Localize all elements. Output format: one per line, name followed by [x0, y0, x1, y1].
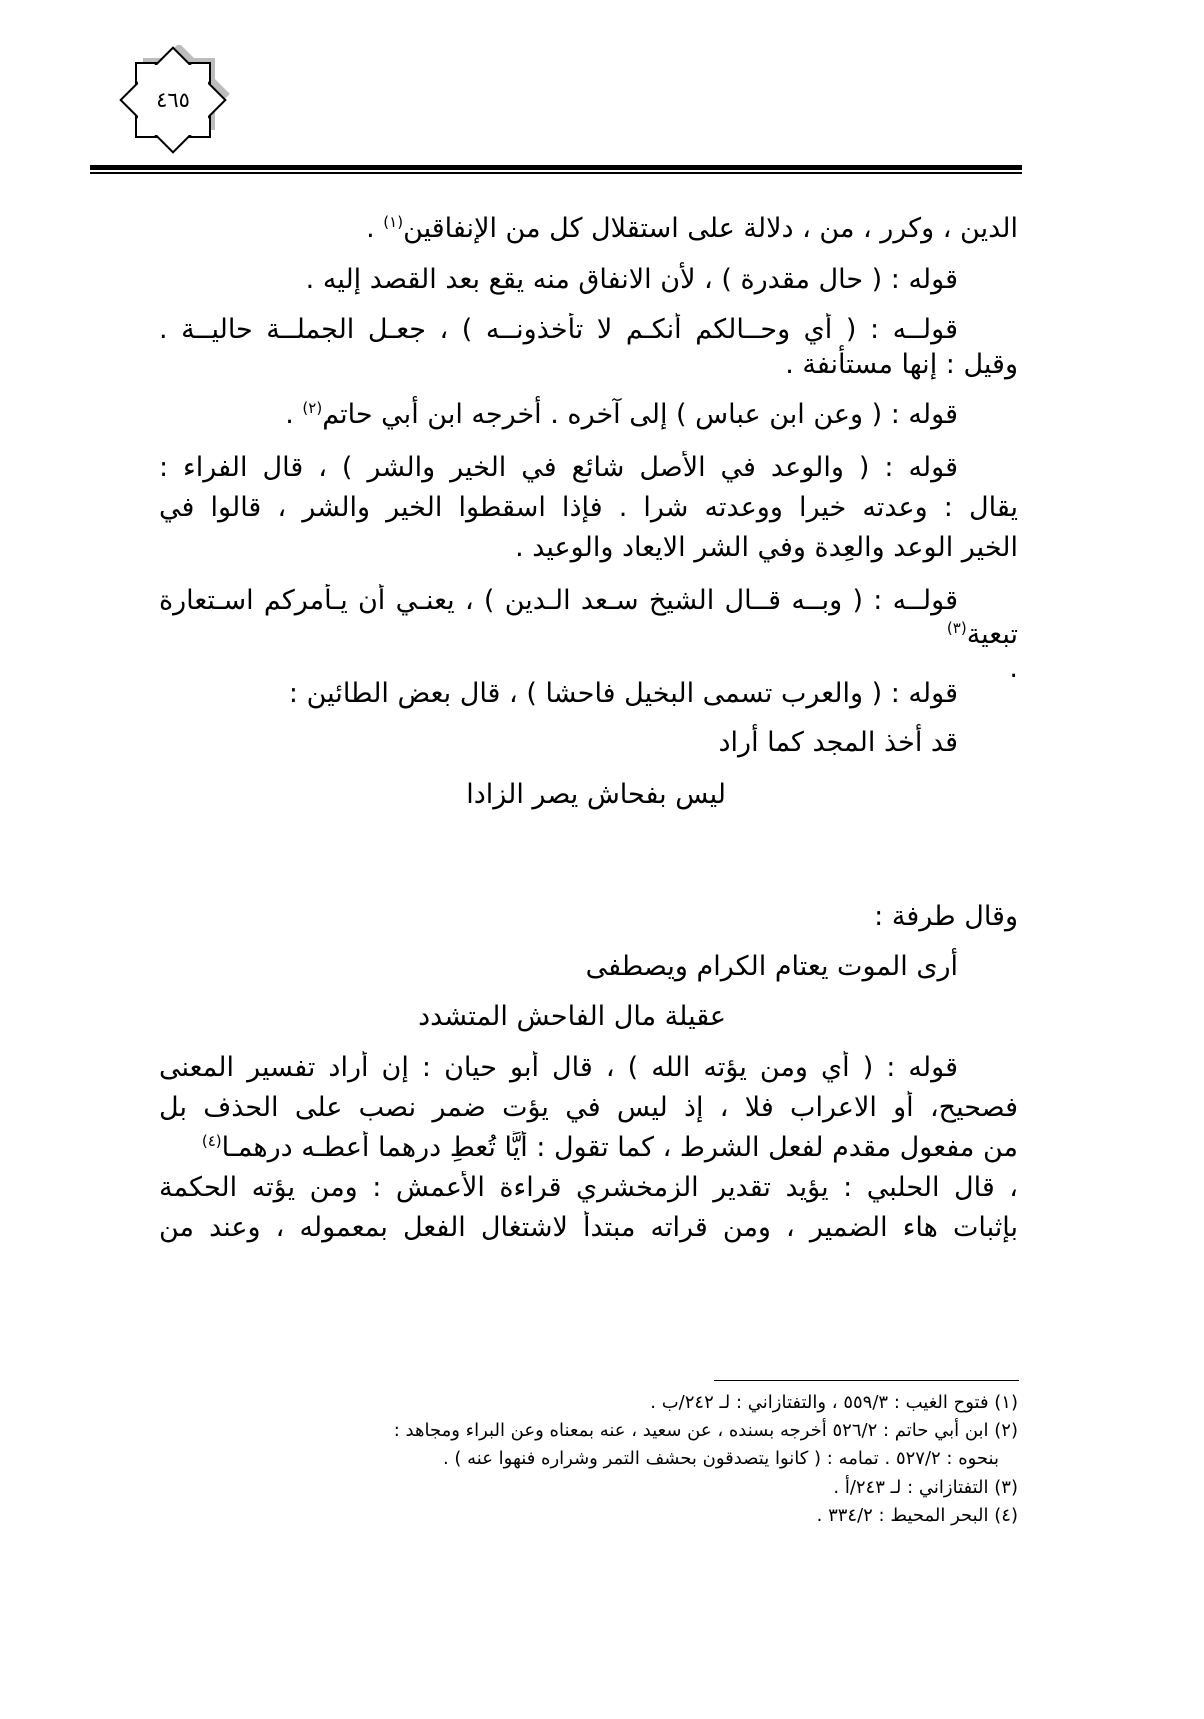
- text-line-6: قوله : ( والوعد في الأصل شائع في الخير والشر ) ، قال الفراء :: [159, 452, 958, 483]
- text-line-16: ، قال الحلبي : يؤيد تقدير الزمخشري قراءة الأعمش : ومن يؤته الحكمة: [159, 1172, 1018, 1203]
- verse-line-3: أرى الموت يعتام الكرام ويصطفى: [585, 951, 958, 982]
- text-line-13: قوله : ( أي ومن يؤته الله ) ، قال أبو حيان : إن أراد تفسير المعنى: [159, 1052, 958, 1083]
- footnote-marker-4: (٤): [201, 1132, 222, 1150]
- footnote-1: (١) فتوح الغيب : ٥٥٩/٣ ، والتفتازاني : لـ ٢٤٢/ب .: [650, 1392, 1018, 1413]
- footnote-2-continued: بنحوه : ٥٢٧/٢ . تمامه : ( كانوا يتصدقون بحشف التمر وشراره فنهوا عنه ) .: [442, 1448, 999, 1469]
- verse-line-4: عقيلة مال الفاحش المتشدد: [418, 1001, 726, 1032]
- text-line-5: قوله : ( وعن ابن عباس ) إلى آخره . أخرجه ابن أبي حاتم$^{(٢)}$ .: [285, 399, 958, 430]
- text-line-14: فصحيح، أو الاعراب فلا ، إذ ليس في يؤت ضمر نصب على الحذف بل: [159, 1092, 1018, 1123]
- text-line-9: قولــه : ( وبــه قــال الشيخ سـعد الـدين ) ، يعنـي أن يـأمركم اسـتعارة: [159, 585, 958, 616]
- text-line-10: تبعية$^{(٣)}$ .: [946, 619, 1018, 684]
- footnote-separator: [714, 1380, 1019, 1381]
- footnote-4: (٤) البحر المحيط : ٣٣٤/٢ .: [816, 1505, 1018, 1526]
- text-line-12: وقال طرفة :: [874, 901, 1018, 932]
- page-number-badge: [108, 45, 238, 155]
- header-rule-thin: [90, 172, 1022, 174]
- text-line-2: قوله : ( حال مقدرة ) ، لأن الانفاق منه يقع بعد القصد إليه .: [305, 264, 958, 295]
- footnote-2: (٢) ابن أبي حاتم : ٥٢٦/٢ أخرجه بسنده ، عن سعيد ، عنه بمعناه وعن البراء ومجاهد :: [393, 1420, 1018, 1441]
- verse-line-1: قد أخذ المجد كما أراد: [718, 727, 958, 758]
- text-line-11: قوله : ( والعرب تسمى البخيل فاحشا ) ، قال بعض الطائين :: [288, 678, 958, 709]
- footnote-marker-3: (٣): [946, 619, 967, 637]
- text-line-3: قولــه : ( أي وحــالكم أنكـم لا تأخذونــه ) ، جعـل الجملــة حاليــة .: [159, 314, 958, 345]
- header-rule-thick: [90, 165, 1022, 170]
- text-line-8: الخير الوعد والعِدة وفي الشر الايعاد والوعيد .: [515, 532, 1018, 563]
- footnote-marker-1: (١): [383, 213, 404, 231]
- text-line-17: بإثبات هاء الضمير ، ومن قراته مبتدأ لاشتغال الفعل بمعموله ، وعند من: [159, 1212, 1018, 1243]
- footnote-3: (٣) التفتازاني : لـ ٢٤٣/أ .: [833, 1477, 1018, 1498]
- text-line-15: من مفعول مقدم لفعل الشرط ، كما تقول : أيًّا تُعطِ درهما أعطـه درهمـا$^{(٤)}$: [201, 1132, 1018, 1163]
- page-number: ٤٦٥: [156, 88, 190, 112]
- footnote-marker-2: (٢): [302, 399, 323, 417]
- text-line-7: يقال : وعدته خيرا ووعدته شرا . فإذا اسقطوا الخير والشر ، قالوا في: [159, 492, 1018, 523]
- text-line-1: الدين ، وكرر ، من ، دلالة على استقلال كل من الإنفاقين$^{(١)}$ .: [366, 213, 1018, 244]
- verse-line-2: ليس بفحاش يصر الزادا: [466, 779, 726, 810]
- text-line-4: وقيل : إنها مستأنفة .: [785, 349, 1018, 380]
